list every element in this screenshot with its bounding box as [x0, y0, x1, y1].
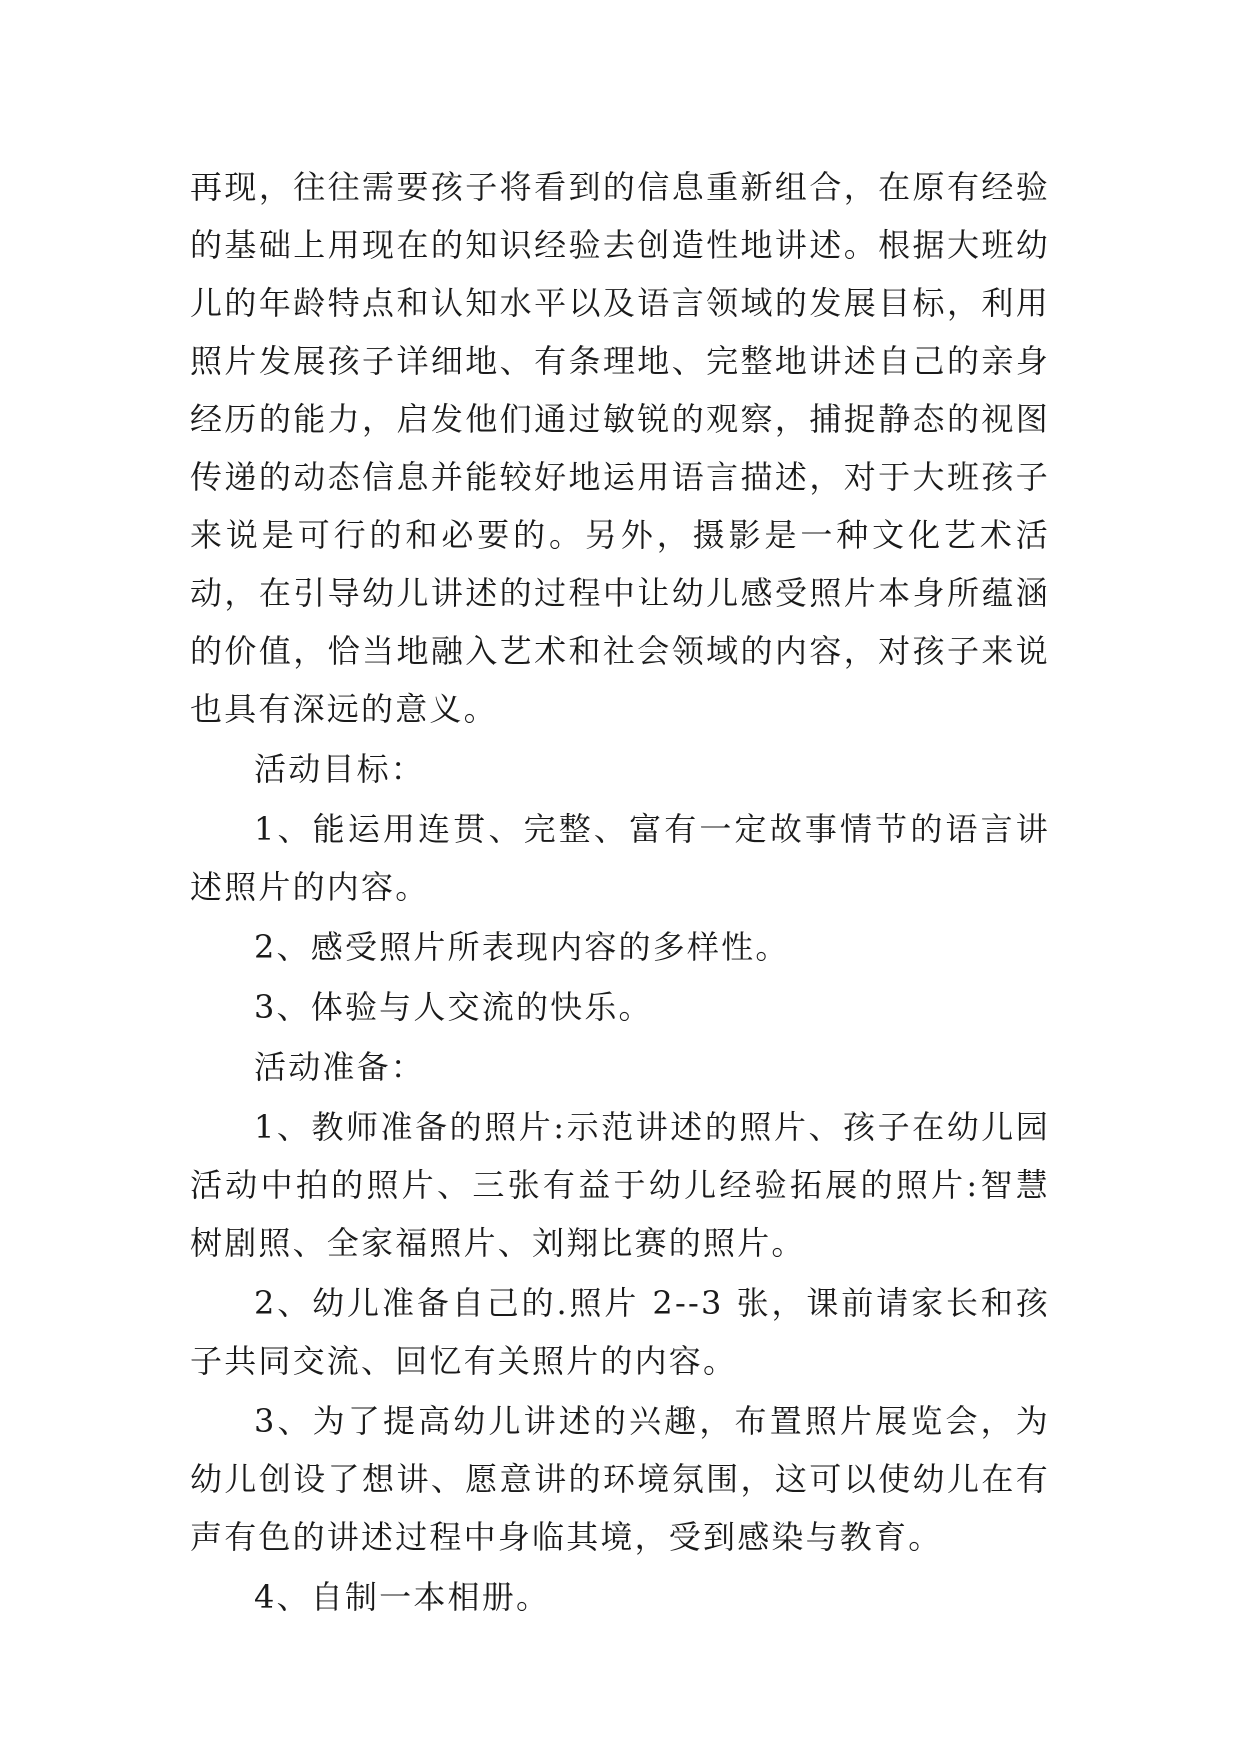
- preparation-item-3: 3、为了提高幼儿讲述的兴趣，布置照片展览会，为幼儿创设了想讲、愿意讲的环境氛围，这可以使幼儿在有声有色的讲述过程中身临其境，受到感染与教育。: [190, 1402, 1050, 1556]
- preparation-item-4: 4、自制一本相册。: [254, 1578, 551, 1616]
- document-body: [190, 158, 1050, 1626]
- paragraph-background-continued: 再现，往往需要孩子将看到的信息重新组合，在原有经验的基础上用现在的知识经验去创造性地讲述。根据大班幼儿的年龄特点和认知水平以及语言领域的发展目标，利用照片发展孩子详细地、有条理地、完整地讲述自己的亲身经历的能力，启发他们通过敏锐的观察，捕捉静态的视图传递的动态信息并能较好地运用语言描述，对于大班孩子来说是可行的和必要的。另外，摄影是一种文化艺术活动，在引导幼儿讲述的过程中让幼儿感受照片本身所蕴涵的价值，恰当地融入艺术和社会领域的内容，对孩子来说也具有深远的意义。: [190, 168, 1050, 728]
- goal-item-2: 2、感受照片所表现内容的多样性。: [254, 928, 790, 966]
- goal-item-3: 3、体验与人交流的快乐。: [254, 988, 653, 1026]
- preparation-item-1: 1、教师准备的照片:示范讲述的照片、孩子在幼儿园活动中拍的照片、三张有益于幼儿经验拓展的照片:智慧树剧照、全家福照片、刘翔比赛的照片。: [190, 1108, 1050, 1262]
- heading-activity-preparation: 活动准备：: [254, 1048, 426, 1086]
- goal-item-1: 1、能运用连贯、完整、富有一定故事情节的语言讲述照片的内容。: [190, 810, 1050, 906]
- preparation-item-2: 2、幼儿准备自己的.照片 2--3 张，课前请家长和孩子共同交流、回忆有关照片的内容。: [190, 1284, 1050, 1380]
- heading-activity-goals: 活动目标：: [254, 750, 426, 788]
